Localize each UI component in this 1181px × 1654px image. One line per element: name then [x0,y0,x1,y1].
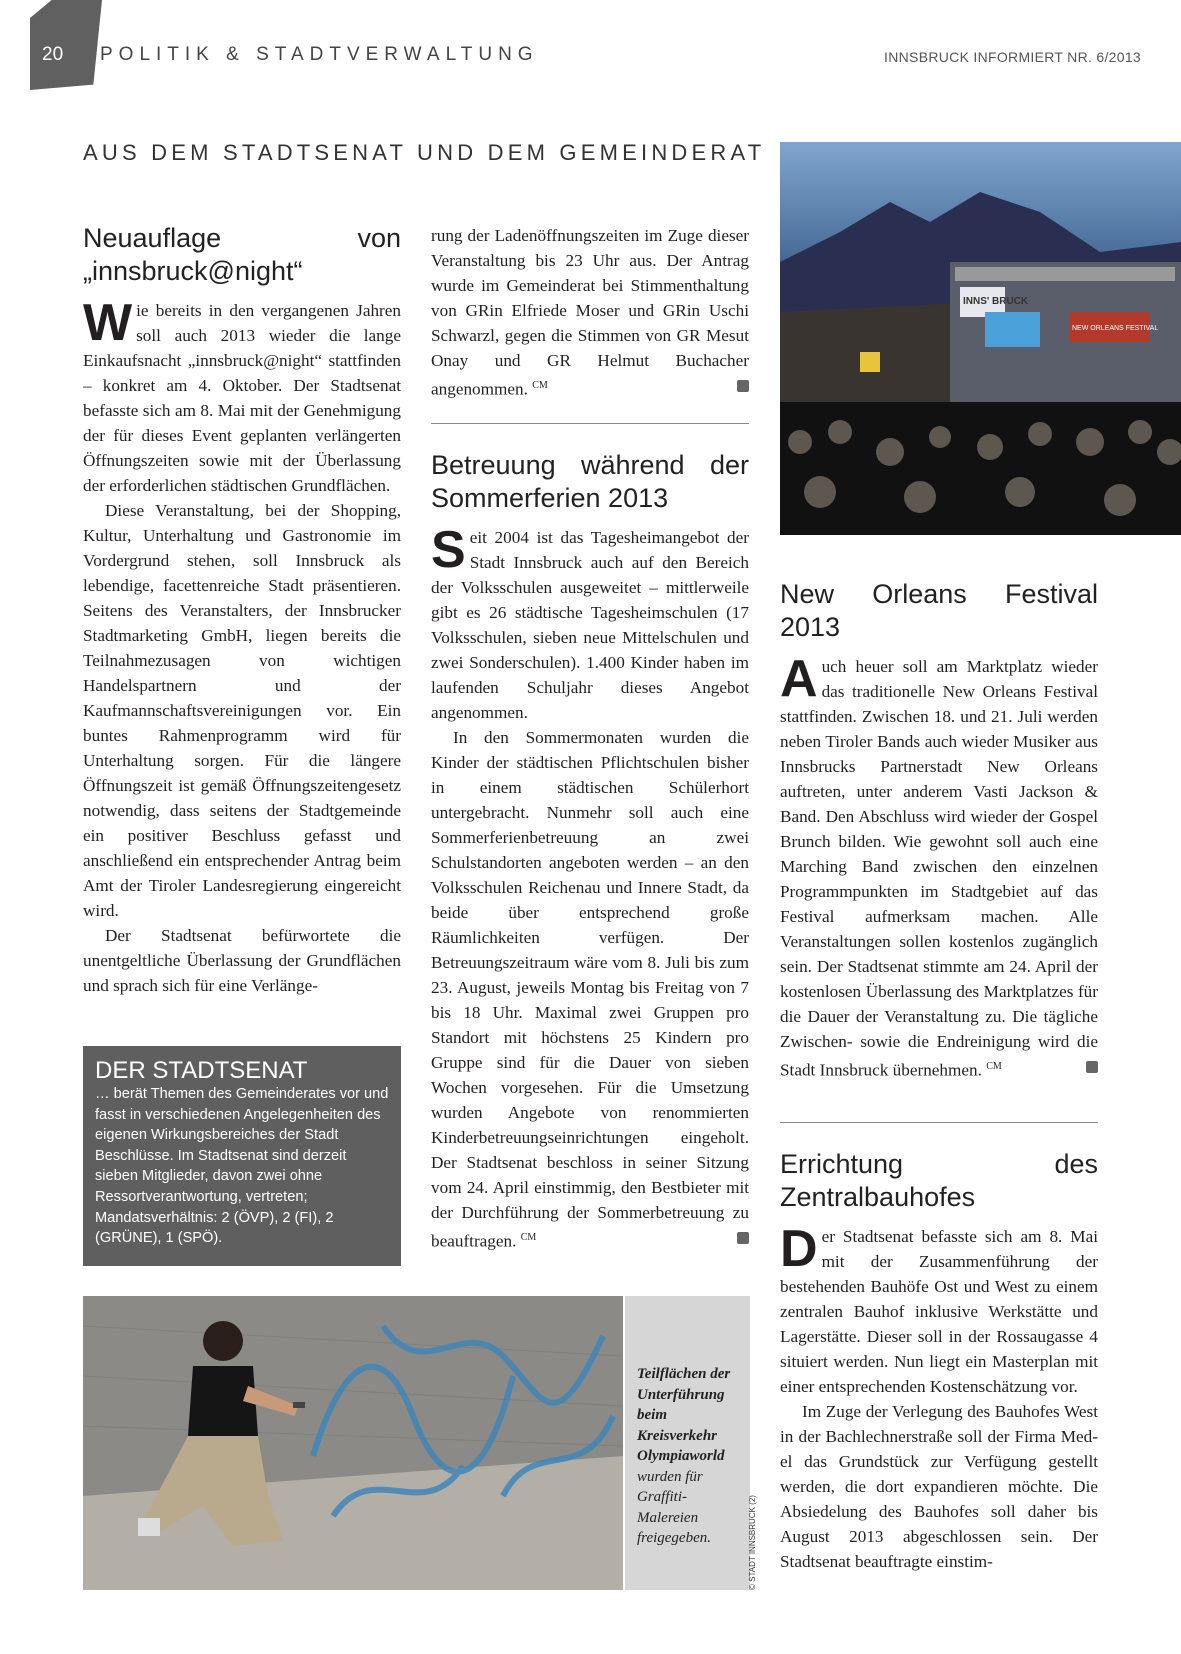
article-festival [780,578,1098,1083]
drop-cap: A [780,650,818,708]
drop-cap: W [83,294,133,352]
article-title: Neuauflage von „innsbruck@night“ [83,223,401,286]
article-night [83,222,401,998]
caption-bold: Teilflächen der Unterführung beim Kreisverkehr Olympiaworld [637,1366,731,1464]
article-title: Betreuung während der Sommerferien 2013 [431,450,749,513]
kicker: AUS DEM STADTSENAT UND DEM GEMEINDERAT [83,140,766,165]
article-title: Errichtung des Zentralbauhofes [780,1149,1098,1212]
caption-text: wurden für Graffiti-Malereien freigegeben. [637,1468,711,1546]
article-summer [431,449,749,1254]
festival-illustration [780,142,1181,535]
divider [431,423,749,424]
drop-cap: S [431,521,466,579]
info-box [83,1046,401,1266]
author-mark: CM [986,1061,1002,1072]
graffiti-photo [83,1296,623,1590]
banner-text: INNS' BRUCK [963,296,1029,307]
article-night-continued [431,223,749,402]
photo-credit: © STADT INNSBRUCK (2) [748,1495,757,1590]
paragraph: er Stadtsenat befasste sich am 8. Mai mit der Zusammenführung der bestehenden Bauhöfe Ost und West zu einem zentralen Bauhof inklusive Werkstätte und Lagerstätte. Dieser soll in der Rossaugasse 4 situiert werden. Nun liegt ein Masterplan mit einer entsprechenden Kostenschätzung vor. [780,1227,1098,1396]
article-title: New Orleans Festival 2013 [780,579,1098,642]
page-tab [30,0,102,90]
paragraph: eit 2004 ist das Tagesheimangebot der Stadt Innsbruck auch auf den Bereich der Volksschulen ausgeweitet – mittlerweile gibt es 26 städtische Tagesheimschulen (17 Volksschulen, sieben neue Mittelschulen und zwei Sonderschulen). 1.400 Kinder haben im laufenden Schuljahr dieses Angebot angenommen. [431,528,749,722]
article-bauhof [780,1148,1098,1574]
paragraph: ie bereits in den vergangenen Jahren soll auch 2013 wieder die lange Einkaufsnacht „innsbruck@night“ stattfinden – konkret am 4. Oktober. Der Stadtsenat befasste sich am 8. Mai mit der Genehmigung der für dieses Event geplanten verlängerten Öffnungszeiten sowie mit der Überlassung der erforderlichen städtischen Grundflächen. [83,301,401,495]
end-mark-icon [1086,1061,1098,1073]
paragraph: Der Stadtsenat befürwortete die unentgeltliche Überlassung der Grundflächen und sprach sich für eine Verlänge- [83,926,401,995]
paragraph: In den Sommermonaten wurden die Kinder der städtischen Pflichtschulen bisher in einem städtischen Schülerhort untergebracht. Nunmehr soll auch eine Sommerferienbetreuung an zwei Schulstandorten angeboten werden – an den Volksschulen Reichenau und Innere Stadt, da beide über entsprechend große Räumlichkeiten verfügen. Der Betreuungszeitraum wäre vom 8. Juli bis zum 23. August, jeweils Montag bis Freitag von 7 bis 18 Uhr. Maximal zwei Gruppen pro Standort mit höchstens 25 Kindern pro Gruppe sind für die Dauer von sieben Wochen vorgesehen. Für die Umsetzung wurden Angebote von renommierten Kinderbetreuungseinrichtungen eingeholt. Der Stadtsenat beschloss in seiner Sitzung vom 24. April einstimmig, den Bestbieter mit der Durchführung der Sommerbetreuung zu beauftragen. [431,728,749,1251]
photo-caption [625,1296,750,1590]
paragraph: uch heuer soll am Marktplatz wieder das traditionelle New Orleans Festival stattfinden. Zwischen 18. und 21. Juli werden neben Tiroler Bands auch wieder Musiker aus Innsbrucks Partnerstadt New Orleans auftreten, unter anderem Vasti Jackson & Band. Den Abschluss wird wieder der Gospel Brunch bilden. Wie gewohnt soll auch eine Marching Band zwischen den einzelnen Programmpunkten im Stadtgebiet auf das Festival aufmerksam machen. Alle Veranstaltungen sollen kostenlos zugänglich sein. Der Stadtsenat stimmte am 24. April der kostenlosen Überlassung des Marktplatzes für die Dauer der Veranstaltung zu. Die tägliche Zwischen- sowie die Endreinigung wird die Stadt Innsbruck übernehmen. [780,657,1098,1080]
festival-photo [780,142,1181,535]
paragraph: Im Zuge der Verlegung des Bauhofes West in der Bachlechnerstraße soll der Firma Med-el das Grundstück zur Verfügung gestellt werden, die dort expandieren möchte. Die Absiedelung des Bauhofes soll daher bis August 2013 abgeschlossen sein. Der Stadtsenat beauftragte einstim- [780,1402,1098,1571]
graffiti-illustration [83,1296,623,1590]
paragraph: rung der Ladenöffnungszeiten im Zuge dieser Veranstaltung bis 23 Uhr aus. Der Antrag wurde im Gemeinderat bei Stimmenthaltung von GRin Elfriede Moser und GRin Uschi Schwarzl, gegen die Stimmen von GR Mesut Onay und GR Helmut Buchacher angenommen. [431,226,749,399]
author-mark: CM [520,1232,537,1243]
info-box-title: DER STADTSENAT [95,1057,308,1084]
end-mark-icon [737,380,749,392]
page-number: 20 [42,44,64,65]
paragraph: Diese Veranstaltung, bei der Shopping, Kultur, Unterhaltung und Gastronomie im Vordergrund stehen, soll Innsbruck als lebendige, facettenreiche Stadt präsentieren. Seitens des Veranstalters, der Innsbrucker Stadtmarketing GmbH, liegen bereits die Teilnahmezusagen von wichtigen Handelspartnern und der Kaufmannschaftsvereinigungen vor. Ein buntes Rahmenprogramm wird für Unterhaltung sorgen. Für die längere Öffnungszeit ist gemäß Öffnungszeitengesetz notwendig, dass seitens der Stadtgemeinde ein positiver Beschluss gefasst und anschließend ein entsprechender Antrag beim Amt der Tiroler Landesregierung eingereicht wird. [83,501,401,920]
drop-cap: D [780,1220,818,1278]
section-title: POLITIK & STADTVERWALTUNG [100,44,539,65]
info-box-text: … berät Themen des Gemeinderates vor und fasst in verschiedenen Angelegenheiten des eigenen Wirkungsbereiches der Stadt Beschlüsse. Im Stadtsenat sind derzeit sieben Mitglieder, davon zwei ohne Ressortverantwortung, vertreten; Mandatsverhältnis: 2 (ÖVP), 2 (FI), 2 (GRÜNE), 1 (SPÖ). [95,1086,389,1247]
banner-text: NEW ORLEANS FESTIVAL [1072,325,1159,332]
author-mark: CM [532,380,548,391]
issue-label: INNSBRUCK INFORMIERT NR. 6/2013 [884,49,1141,65]
divider [780,1122,1098,1123]
end-mark-icon [737,1232,749,1244]
